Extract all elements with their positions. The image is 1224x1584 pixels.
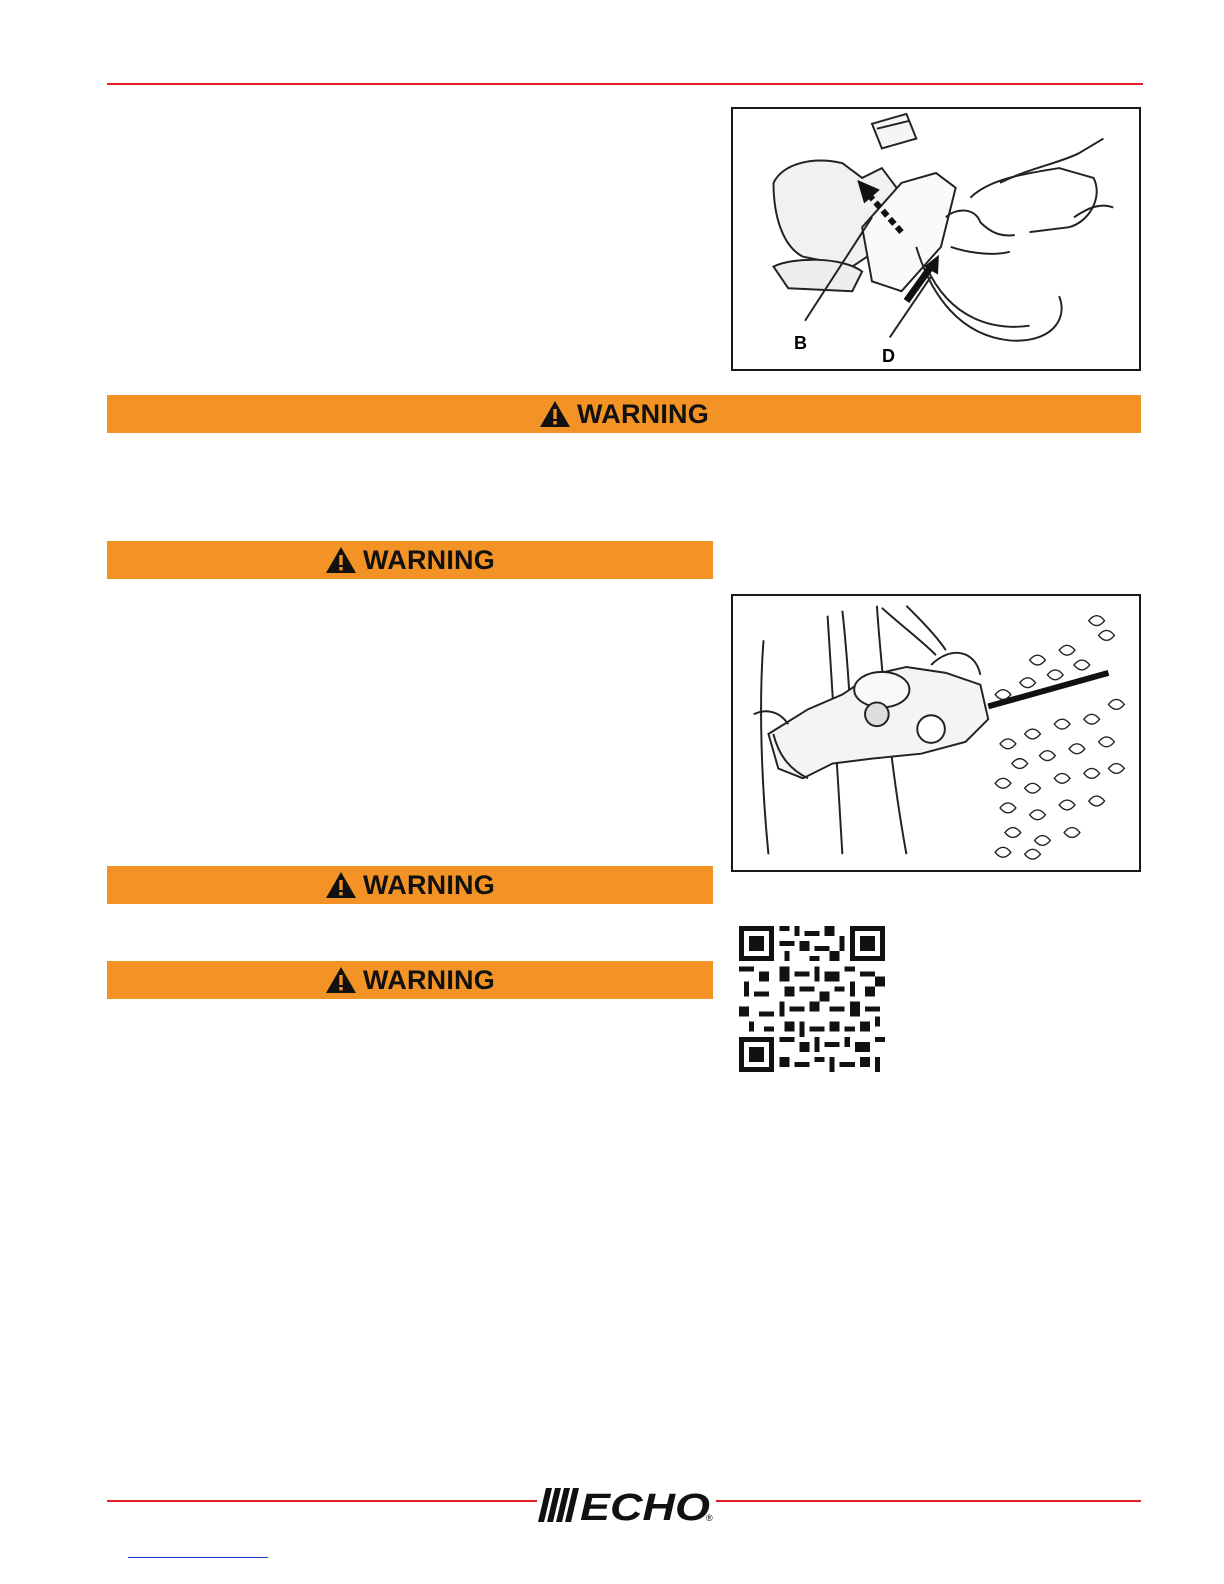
header-rule	[107, 83, 1143, 85]
footer-rule-left	[107, 1500, 537, 1502]
figure-throttle-handle	[731, 107, 1141, 371]
warning-banner-3	[107, 866, 713, 904]
callout-b: B	[794, 333, 807, 353]
footer-rule-right	[716, 1500, 1141, 1502]
warning-triangle-icon	[539, 399, 571, 429]
warning-banner-4	[107, 961, 713, 999]
footer-link-underline[interactable]	[128, 1557, 268, 1558]
callout-d: D	[882, 346, 895, 366]
figure-hedge-trimming	[731, 594, 1141, 872]
warning-label: WARNING	[363, 544, 495, 575]
warning-banner-1	[107, 395, 1141, 433]
warning-triangle-icon	[325, 545, 357, 575]
trademark-symbol: ®	[706, 1513, 713, 1523]
warning-triangle-icon	[325, 870, 357, 900]
warning-banner-2	[107, 541, 713, 579]
echo-logo-text: ECHO	[580, 1487, 710, 1528]
warning-label: WARNING	[363, 869, 495, 900]
warning-triangle-icon	[325, 965, 357, 995]
warning-label: WARNING	[577, 398, 709, 429]
echo-logo	[536, 1482, 716, 1528]
qr-code[interactable]	[739, 926, 885, 1072]
hedge-trimming-illustration	[733, 596, 1139, 870]
warning-label: WARNING	[363, 964, 495, 995]
throttle-handle-illustration	[733, 109, 1139, 369]
